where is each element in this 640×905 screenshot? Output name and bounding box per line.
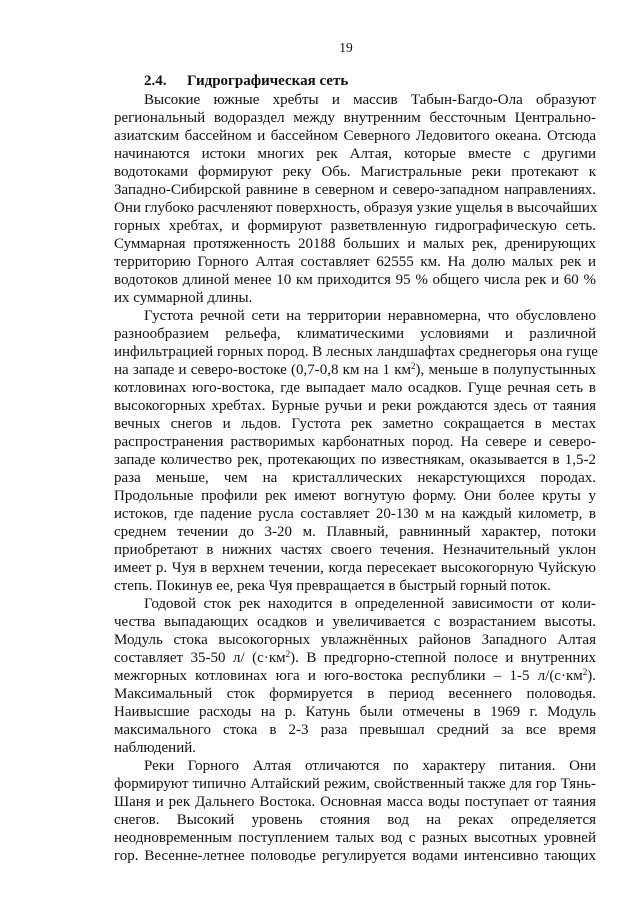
text-line: формируют типично Алтайский режим, свойственный также для гор Тянь- — [114, 776, 596, 792]
text-line: Модуль стока высокогорных увлажнённых районов Западного Алтая — [114, 632, 596, 648]
text-line: составляет 35-50 л/ $(с\cdot км^2)$. В предгорно-степной полосе и внутренних — [114, 649, 596, 666]
text-line: территорию Горного Алтая составляет 62555 км. На долю малых рек и — [114, 254, 596, 270]
text-line: межгорных котловинах юга и юго-востока республики – 1-5 $л/(с\cdot км^2)$. — [114, 667, 596, 684]
text-line: их суммарной длины. — [114, 290, 253, 306]
text-line: вечных снегов и льдов. Густота рек заметно сокращается в местах — [114, 416, 596, 432]
text-line: западе количество рек, протекающих по известнякам, оказывается в 1,5-2 — [114, 452, 596, 468]
text-line: Продольные профили рек имеют вогнутую форму. Они более круты у — [114, 488, 596, 504]
text-line: Шаня и рек Дальнего Востока. Основная масса воды поступает от таяния — [114, 794, 596, 810]
text-line: Наивысшие расходы на р. Катунь были отмечены в 1969 г. Модуль — [114, 704, 596, 720]
text-line: азиатским бассейном и бассейном Северного Ледовитого океана. Отсюда — [114, 128, 596, 144]
paragraph — [114, 595, 596, 757]
paragraph — [114, 757, 596, 865]
text-line: распространения растворимых карбонатных пород. На севере и северо- — [114, 434, 596, 450]
text-line: степь. Покинув ее, река Чуя превращается в быстрый горный поток. — [114, 578, 551, 594]
text-line: Густота речной сети на территории неравномерна, что обусловлено — [144, 308, 596, 324]
body-text — [114, 91, 596, 865]
text-line: котловинах юго-востока, где выпадает мало осадков. Гуще речная сеть в — [114, 380, 596, 396]
text-line: горных хребтах, и формируют разветвленную гидрографическую сеть. — [114, 218, 596, 234]
text-line: раза меньше, чем на кристаллических некарстующихся породах. — [114, 470, 596, 486]
text-line: на западе и северо-востоке (0,7-0,8 км на 1 $км^2$), меньше в полупустынных — [114, 361, 596, 378]
text-line: приобретают в нижних частях своего течения. Незначительный уклон — [114, 542, 596, 558]
section-title: Гидрографическая сеть — [187, 73, 349, 89]
text-line: Реки Горного Алтая отличаются по характеру питания. Они — [144, 758, 596, 774]
text-line: высокогорных хребтах. Бурные ручьи и реки рождаются здесь от таяния — [114, 398, 596, 414]
text-line: Западно-Сибирской равнине в северном и северо-западном направлениях. — [114, 182, 596, 198]
text-line: наблюдений. — [114, 740, 196, 756]
paragraph — [114, 91, 596, 307]
text-line: Высокие южные хребты и массив Табын-Багдо-Ола образуют — [144, 92, 596, 108]
text-line: региональный водораздел между внутренним бессточным Центрально- — [114, 110, 596, 126]
text-line: снегов. Высокий уровень стояния вод на реках определяется — [114, 812, 596, 828]
text-line: разнообразием рельефа, климатическими условиями и различной — [114, 326, 596, 342]
text-line: имеет р. Чуя в верхнем течении, когда пересекает высокогорную Чуйскую — [114, 560, 596, 576]
text-line: инфильтрацией горных пород. В лесных ландшафтах среднегорья она гуще — [114, 344, 598, 360]
text-line: неодновременным поступлением талых вод с разных высотных уровней — [114, 830, 596, 846]
text-line: гор. Весенне-летнее половодье регулируется водами интенсивно тающих — [114, 848, 596, 864]
paragraph — [114, 307, 596, 595]
text-line: Суммарная протяженность 20188 больших и малых рек, дренирующих — [114, 236, 596, 252]
page-number: 19 — [339, 40, 353, 55]
section-number: 2.4. — [144, 73, 167, 89]
page-content — [114, 71, 596, 865]
text-line: среднем течении до 3-20 м. Плавный, равнинный характер, потоки — [114, 524, 596, 540]
text-line: Они глубоко расчленяют поверхность, образуя узкие ущелья в высочайших — [114, 200, 598, 216]
text-line: Максимальный сток формируется в период весеннего половодья. — [114, 686, 596, 702]
text-line: водотоками формируют реку Обь. Магистральные реки протекают к — [114, 164, 596, 180]
text-line: Годовой сток рек находится в определенной зависимости от коли- — [144, 596, 596, 612]
text-line: чества выпадающих осадков и увеличивается с возрастанием высоты. — [114, 614, 596, 630]
text-line: начинаются истоки многих рек Алтая, которые вместе с другими — [114, 146, 596, 162]
section-heading — [114, 71, 596, 91]
text-line: водотоков длиной менее 10 км приходится 95 % общего числа рек и 60 % — [114, 272, 596, 288]
text-line: максимального стока в 2-3 раза превышал средний за все время — [114, 722, 596, 738]
text-line: истоков, где падение русла составляет 20-130 м на каждый километр, в — [114, 506, 596, 522]
